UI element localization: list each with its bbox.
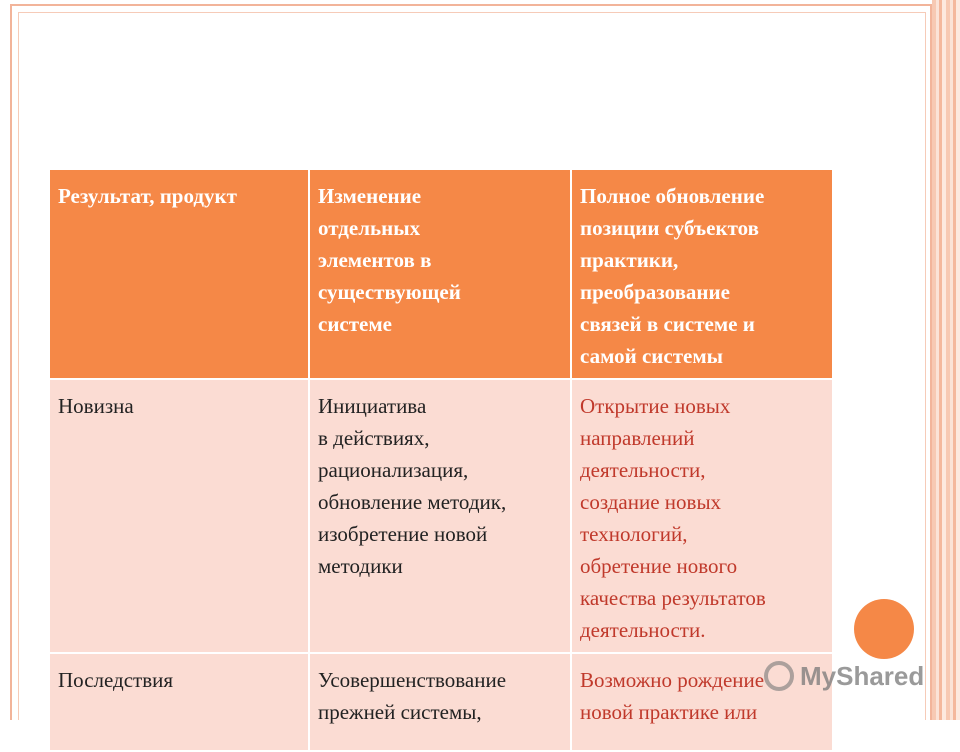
header-cell-full-renewal: Полное обновление позиции субъектов практики, преобразование связей в системе и самой системы — [571, 169, 833, 379]
header-cell-result: Результат, продукт — [49, 169, 309, 379]
decorative-circle — [854, 599, 914, 659]
table-row — [49, 379, 833, 653]
watermark-text: MyShared — [800, 660, 925, 691]
comparison-table — [48, 168, 834, 752]
row-label-novelty: Новизна — [49, 379, 309, 653]
watermark-logo-icon — [764, 661, 794, 691]
cell-novelty-partial: Инициатива в действиях, рационализация, обновление методик, изобретение новой методики — [309, 379, 571, 653]
cell-consequences-full: Возможно рождение новой практике или — [571, 653, 833, 751]
watermark — [764, 656, 924, 696]
header-cell-partial-change: Изменение отдельных элементов в существующей системе — [309, 169, 571, 379]
row-label-consequences: Последствия — [49, 653, 309, 751]
cell-novelty-full: Открытие новых направлений деятельности, создание новых технологий, обретение нового качества результатов деятельности. — [571, 379, 833, 653]
cell-consequences-partial: Усовершенствование прежней системы, — [309, 653, 571, 751]
table-header-row — [49, 169, 833, 379]
decorative-stripes — [932, 0, 960, 720]
table-row — [49, 653, 833, 751]
